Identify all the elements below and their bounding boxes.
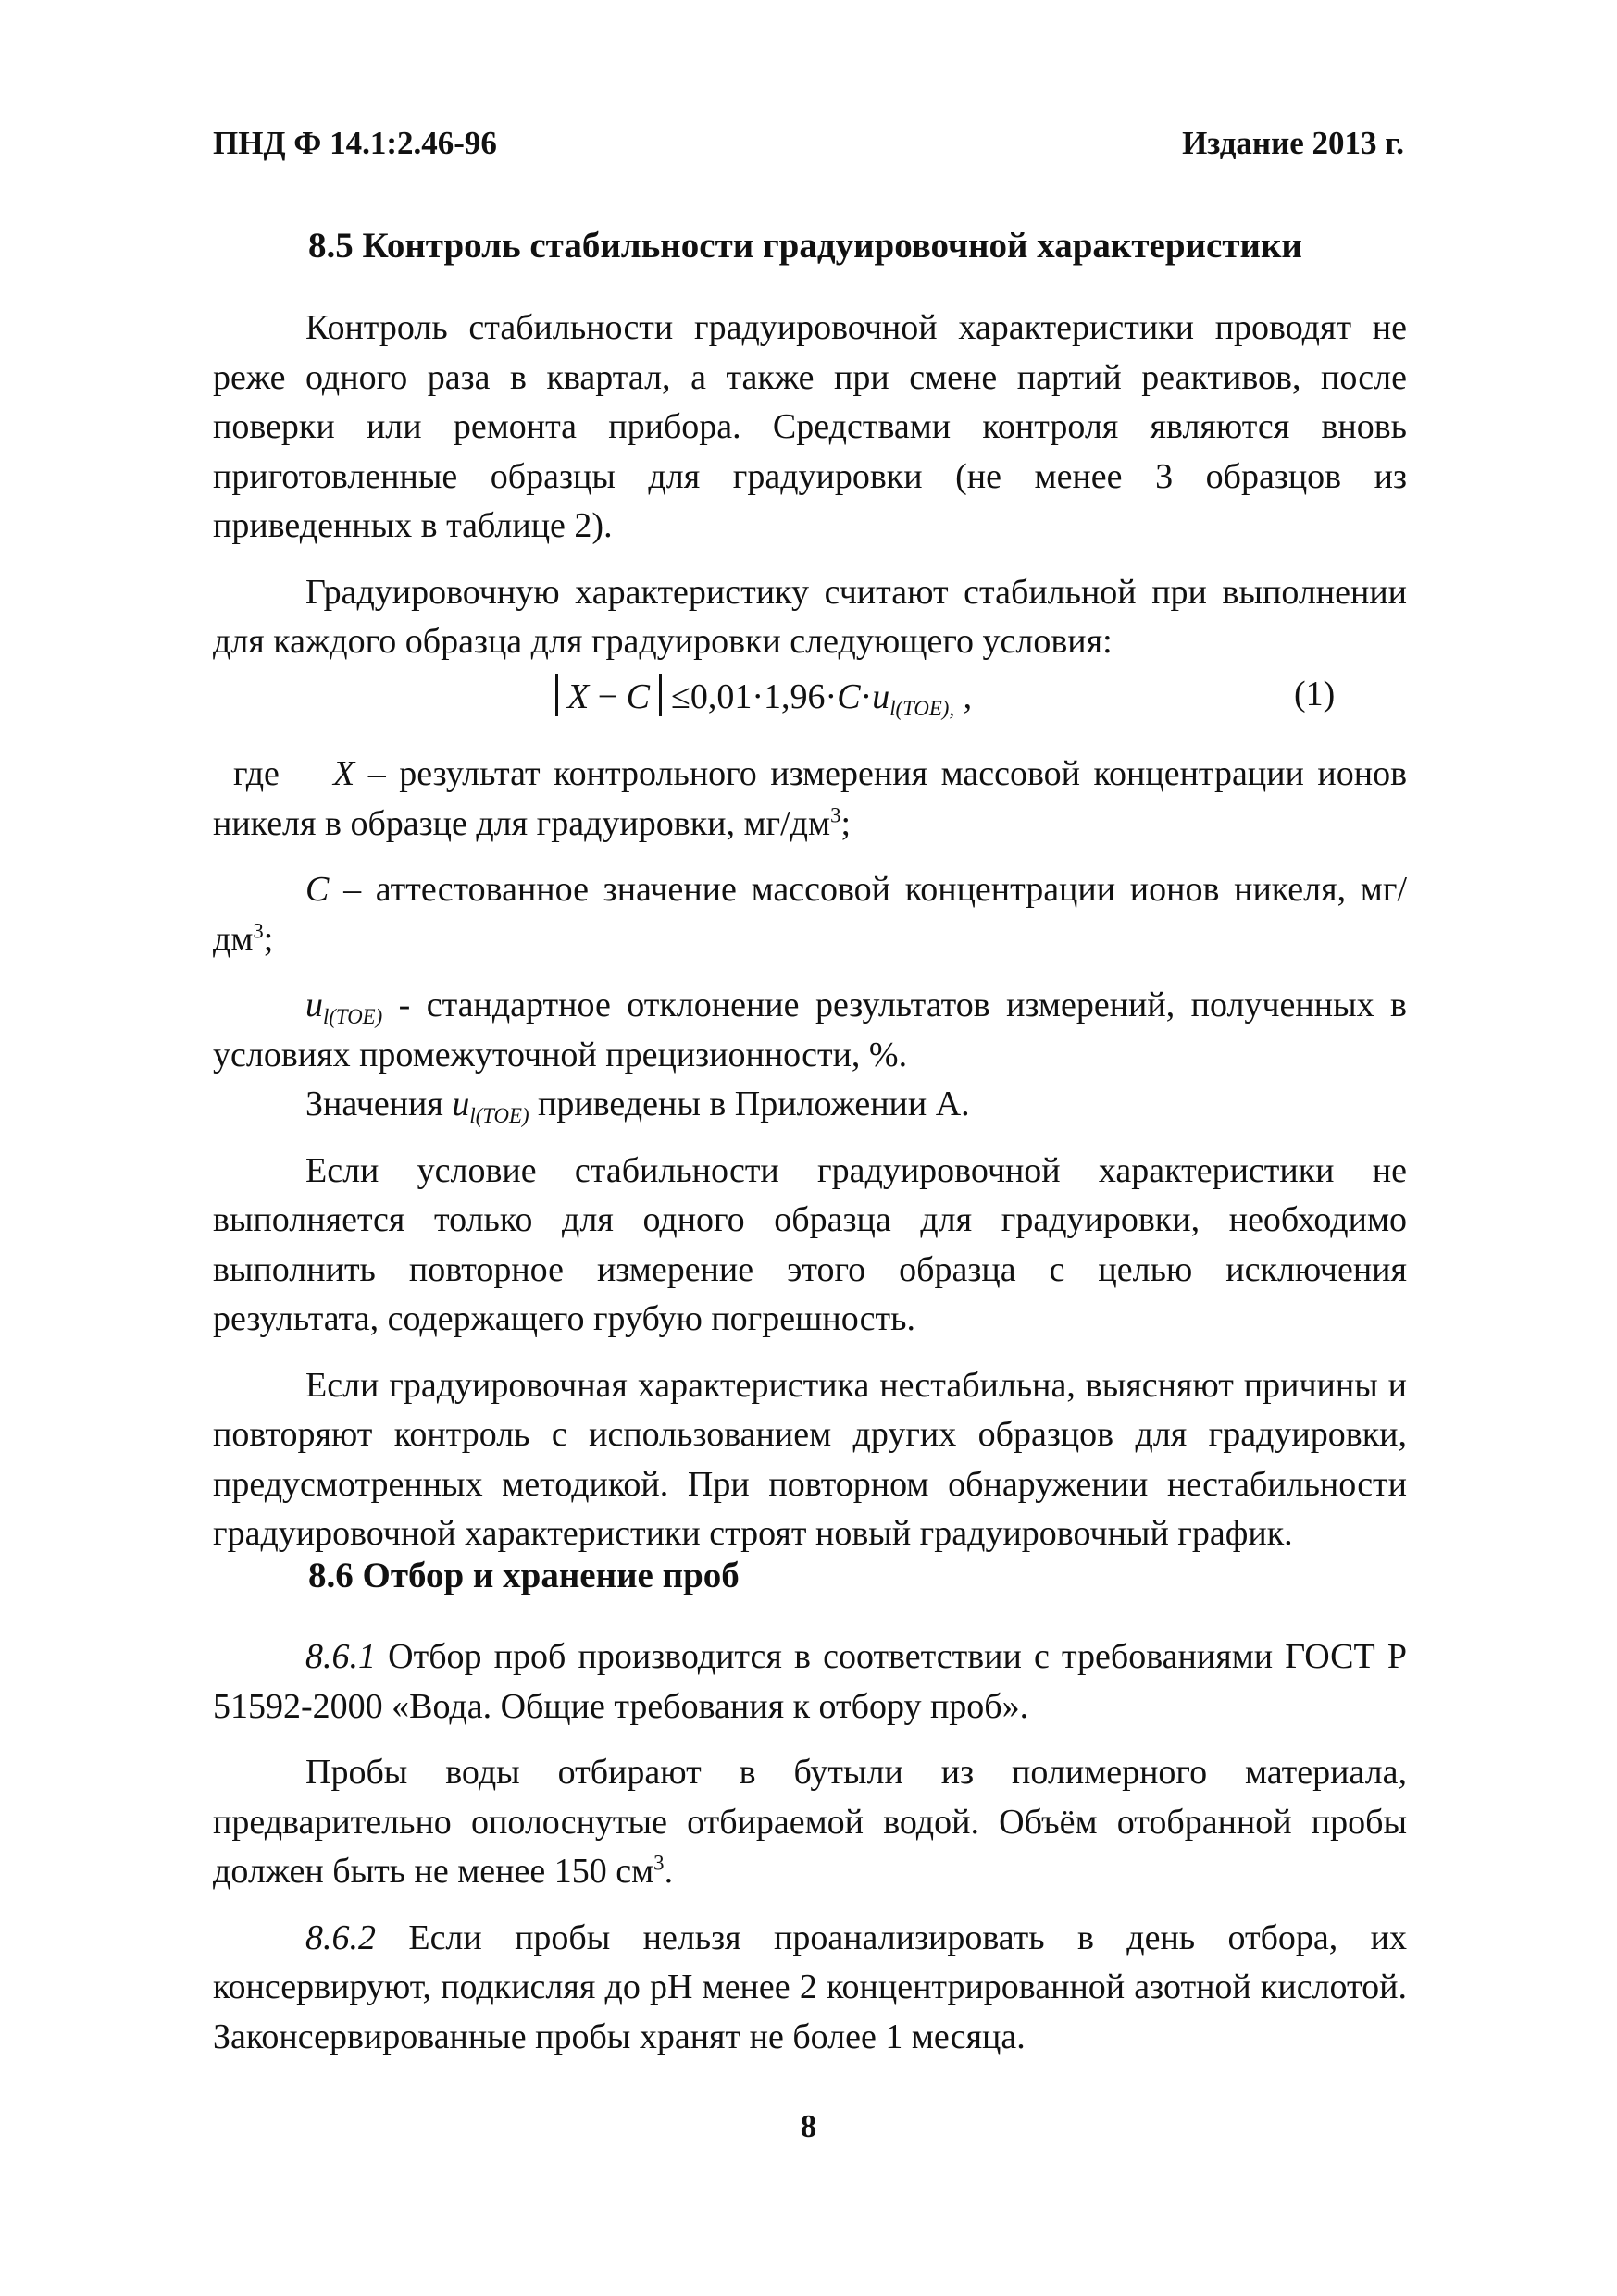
section-8-5-heading: 8.5 Контроль стабильности градуировочной характеристики — [308, 226, 1302, 266]
paragraph-unstable: Если градуировочная характеристика нестабильна, выясняют причины и повторяют контроль с использованием других образцов для градуировки, предусмотренных методикой. При повторном обнаружении нестабильности градуировочной характеристики строят новый градуировочный график. — [213, 1365, 1407, 1553]
formula-definitions — [213, 750, 1407, 1559]
paragraph-8-6-2: 8.6.2 Если пробы нельзя проанализировать в день отбора, их консервируют, подкисляя до pH менее 2 концентрированной азотной кислотой. Законсервированные пробы хранят не более 1 месяца. — [213, 1917, 1407, 2056]
paragraph-stability-condition: Градуировочную характеристику считают стабильной при выполнении для каждого образца для градуировки следующего условия: — [213, 572, 1407, 661]
definition-c: C – аттестованное значение массовой концентрации ионов никеля, $мг/дм^3$; — [213, 870, 1407, 959]
edition-label: Издание 2013 г. — [1182, 125, 1404, 161]
document-code: ПНД Ф 14.1:2.46-96 — [213, 125, 497, 161]
section-8-6-body — [213, 1632, 1407, 2062]
definition-u: $u_{l(TOE)}$ - стандартное отклонение результатов измерений, полученных в условиях промежуточной прецизионности, %. — [213, 986, 1407, 1074]
stability-formula: $X - C \le 0,01\cdot 1,96\cdot C\cdot u_{l(TOE),}$ , — [546, 674, 972, 717]
equation-number: (1) — [1294, 675, 1336, 714]
page-number: 8 — [800, 2108, 817, 2144]
paragraph-sample-bottles: Пробы воды отбирают в бутыли из полимерного материала, предварительно ополоснутые отбираемой водой. Объём отобранной пробы должен быть не менее 150 $см^3$. — [213, 1753, 1407, 1891]
section-8-6-heading: 8.6 Отбор и хранение проб — [308, 1556, 740, 1595]
paragraph-single-sample: Если условие стабильности градуировочной характеристики не выполняется только для одного образца для градуировки, необходимо выполнить повторное измерение этого образца с целью исключения результата, содержащего грубую погрешность. — [213, 1150, 1407, 1338]
section-8-5-body — [213, 304, 1407, 667]
abs-bar-right — [659, 674, 662, 716]
definition-x: где X – результат контрольного измерения массовой концентрации ионов никеля в образце для градуировки, $мг/дм^3$; — [213, 754, 1408, 843]
values-reference: Значения $u_{l(TOE)}$ приведены в Приложении А. — [305, 1085, 970, 1127]
abs-bar-left — [555, 674, 558, 716]
paragraph-8-6-1: 8.6.1 Отбор проб производится в соответствии с требованиями ГОСТ Р 51592-2000 «Вода. Общие требования к отбору проб». — [213, 1637, 1407, 1726]
paragraph-stability-frequency: Контроль стабильности градуировочной характеристики проводят не реже одного раза в квартал, а также при смене партий реактивов, после поверки или ремонта прибора. Средствами контроля являются вновь приготовленные образцы для градуировки (не менее 3 образцов из приведенных в таблице 2). — [213, 308, 1407, 545]
